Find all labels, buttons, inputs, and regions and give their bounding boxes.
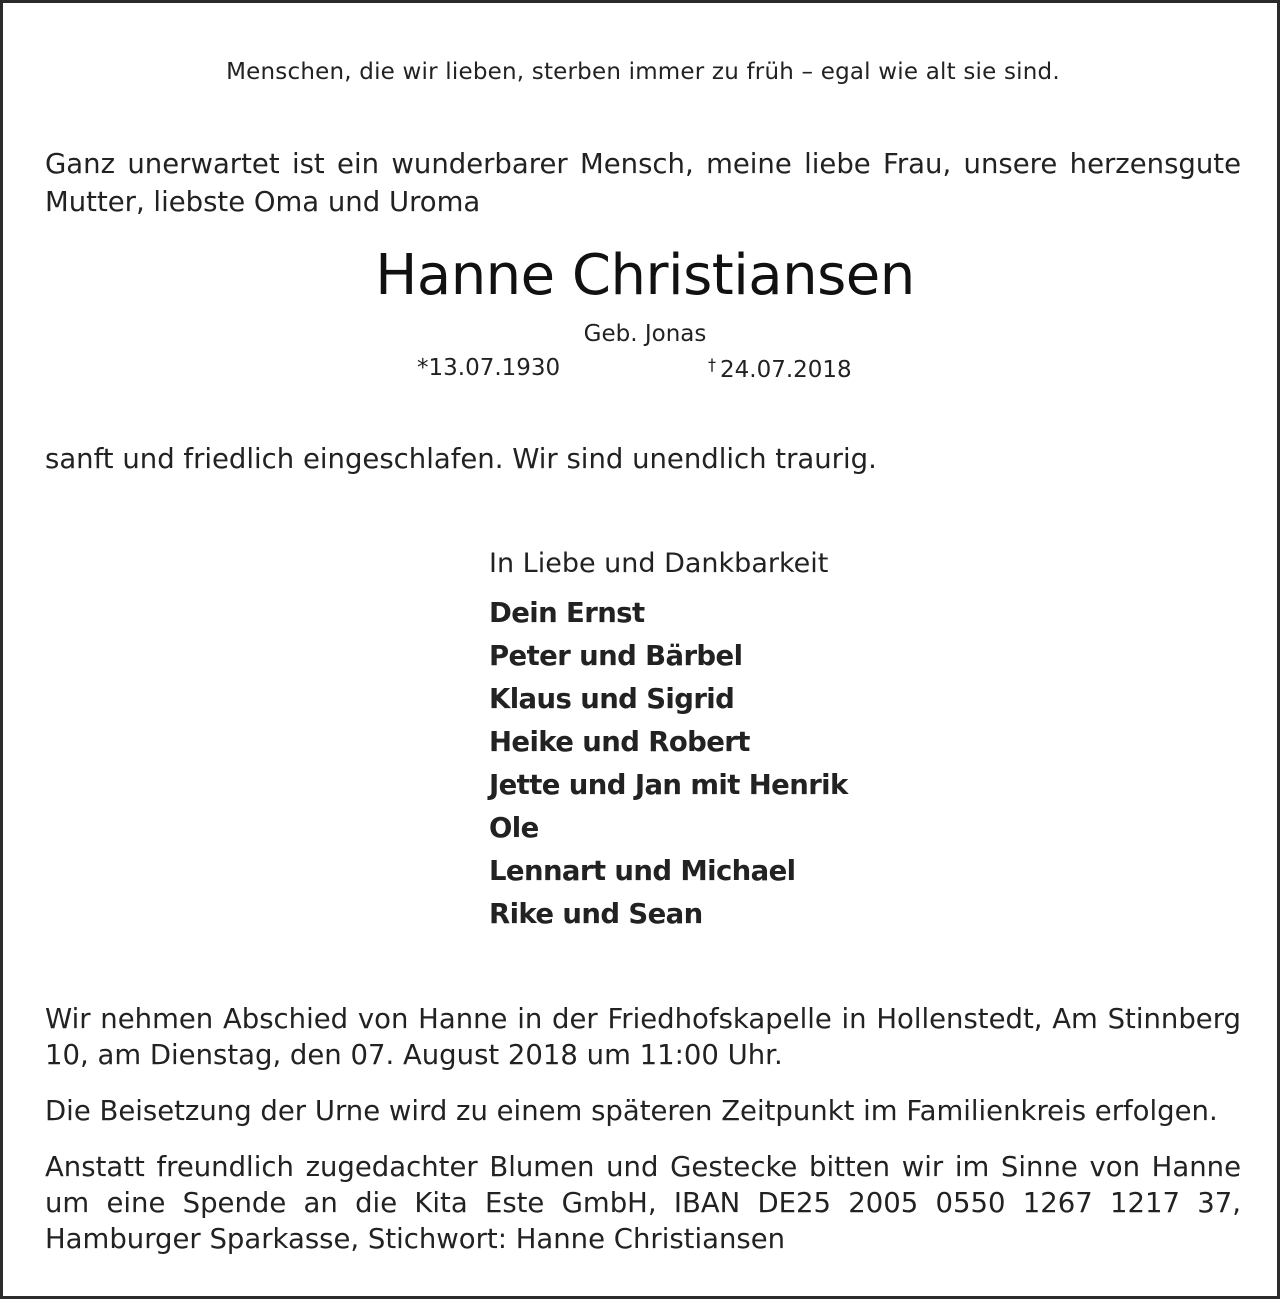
- closing-line: In Liebe und Dankbarkeit: [489, 548, 829, 579]
- intro-text: Ganz unerwartet ist ein wunderbarer Mensch, meine liebe Frau, unsere herzensgute Mutter, liebste Oma und Uroma: [45, 148, 1241, 218]
- donation-text: Anstatt freundlich zugedachter Blumen und Gestecke bitten wir im Sinne von Hanne um eine Spende an die Kita Este GmbH, IBAN DE25 2005 0550 1267 1217 37, Hamburger Sparkasse, Stichwort: Hanne Christiansen: [45, 1151, 1241, 1255]
- passing-text: sanft und friedlich eingeschlafen. Wir sind unendlich traurig.: [45, 443, 877, 475]
- mourner-name: Dein Ernst: [489, 597, 645, 629]
- deceased-name: Hanne Christiansen: [375, 243, 915, 308]
- cross-symbol: †: [708, 355, 716, 374]
- motto-line: Menschen, die wir lieben, sterben immer zu früh – egal wie alt sie sind.: [226, 59, 1060, 85]
- mourner-name: Peter und Bärbel: [489, 640, 743, 672]
- death-date: 24.07.2018: [720, 357, 852, 383]
- mourner-name: Klaus und Sigrid: [489, 683, 735, 715]
- death-date-line: [708, 355, 852, 383]
- mourners-list: [489, 592, 848, 936]
- maiden-name: Geb. Jonas: [583, 321, 707, 347]
- birth-date: *13.07.1930: [417, 355, 561, 381]
- mourner-name: Jette und Jan mit Henrik: [489, 769, 848, 801]
- mourner-name: Ole: [489, 812, 539, 844]
- burial-text: Die Beisetzung der Urne wird zu einem späteren Zeitpunkt im Familienkreis erfolgen.: [45, 1095, 1218, 1127]
- mourner-name: Lennart und Michael: [489, 855, 796, 887]
- mourner-name: Rike und Sean: [489, 898, 703, 930]
- farewell-text: Wir nehmen Abschied von Hanne in der Friedhofskapelle in Hollenstedt, Am Stinnberg 10, am Dienstag, den 07. August 2018 um 11:00 Uhr.: [45, 1003, 1241, 1071]
- mourner-name: Heike und Robert: [489, 726, 750, 758]
